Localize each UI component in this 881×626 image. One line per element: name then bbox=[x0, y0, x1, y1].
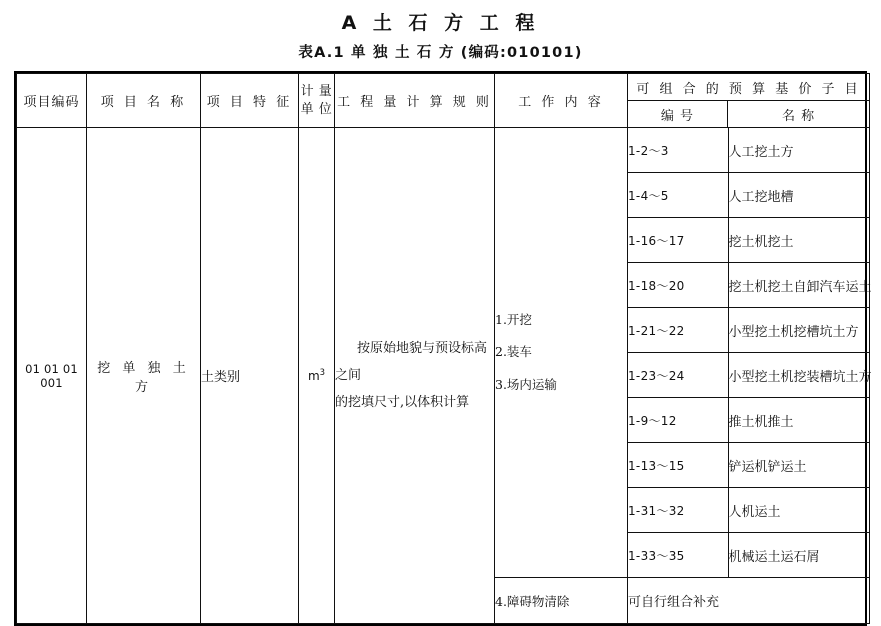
header-sub-name: 名 称 bbox=[728, 101, 870, 128]
sub-item-name: 挖土机挖土自卸汽车运土 bbox=[728, 263, 870, 308]
cell-unit-exponent: 3 bbox=[319, 368, 326, 378]
header-unit bbox=[299, 74, 335, 128]
sub-item-name: 铲运机铲运土 bbox=[728, 443, 870, 488]
sub-item-row bbox=[628, 353, 870, 398]
sub-items-table bbox=[628, 128, 870, 577]
table-caption: 表A.1 单 独 土 石 方 (编码:010101) bbox=[298, 45, 583, 61]
sub-item-no: 1-33～35 bbox=[628, 533, 728, 578]
header-unit-line1: 计 量 bbox=[300, 83, 333, 99]
sub-item-no: 1-13～15 bbox=[628, 443, 728, 488]
sub-item-row bbox=[628, 533, 870, 578]
calc-rule-line-1: 按原始地貌与预设标高之间 bbox=[335, 340, 488, 383]
work-content-item-1: 1.开挖 bbox=[495, 311, 532, 327]
sub-item-no: 1-23～24 bbox=[628, 353, 728, 398]
sub-item-name: 人工挖土方 bbox=[728, 128, 870, 173]
calc-rule-line-2: 的挖填尺寸,以体积计算 bbox=[335, 395, 470, 411]
header-combinable-group: 可 组 合 的 预 算 基 价 子 目 bbox=[628, 74, 870, 101]
cell-item-feature: 土类别 bbox=[201, 128, 299, 624]
cell-work-content bbox=[495, 128, 628, 578]
sub-item-row bbox=[628, 443, 870, 488]
sub-item-row bbox=[628, 173, 870, 218]
header-item-name: 项 目 名 称 bbox=[87, 74, 201, 128]
header-item-code: 项目编码 bbox=[17, 74, 87, 128]
sub-item-no: 1-4～5 bbox=[628, 173, 728, 218]
cell-work-content-last: 4.障碍物清除 bbox=[495, 578, 628, 624]
sub-item-no: 1-18～20 bbox=[628, 263, 728, 308]
header-row-1 bbox=[17, 74, 870, 101]
header-calc-rule: 工 程 量 计 算 规 则 bbox=[335, 74, 495, 128]
sub-item-no: 1-21～22 bbox=[628, 308, 728, 353]
sub-item-row bbox=[628, 308, 870, 353]
header-unit-line2: 单 位 bbox=[300, 101, 333, 117]
sub-item-no: 1-9～12 bbox=[628, 398, 728, 443]
spec-table bbox=[16, 73, 870, 624]
work-content-item-3: 3.场内运输 bbox=[495, 376, 557, 392]
cell-item-name: 挖 单 独 土 方 bbox=[87, 128, 201, 624]
sub-item-row bbox=[628, 488, 870, 533]
sub-item-no: 1-2～3 bbox=[628, 128, 728, 173]
sub-item-row bbox=[628, 128, 870, 173]
cell-calc-rule bbox=[335, 128, 495, 624]
sub-item-no: 1-16～17 bbox=[628, 218, 728, 263]
sub-item-name: 挖土机挖土 bbox=[728, 218, 870, 263]
cell-unit-base: m bbox=[307, 369, 320, 383]
table-frame bbox=[14, 71, 872, 626]
sub-item-row bbox=[628, 263, 870, 308]
sub-item-name: 人机运土 bbox=[728, 488, 870, 533]
sub-item-row bbox=[628, 398, 870, 443]
sub-item-name: 小型挖土机挖槽坑土方 bbox=[728, 308, 870, 353]
document-page bbox=[0, 8, 881, 611]
page-title: A 土 石 方 工 程 bbox=[341, 12, 540, 34]
sub-item-no: 1-31～32 bbox=[628, 488, 728, 533]
header-work-content: 工 作 内 容 bbox=[495, 74, 628, 128]
cell-sub-items-note: 可自行组合补充 bbox=[628, 578, 870, 624]
cell-item-code: 01 01 01 001 bbox=[17, 128, 87, 624]
sub-item-name: 推土机推土 bbox=[728, 398, 870, 443]
sub-item-name: 小型挖土机挖装槽坑土方 bbox=[728, 353, 870, 398]
cell-sub-items bbox=[628, 128, 870, 578]
cell-unit bbox=[299, 128, 335, 624]
sub-item-row bbox=[628, 218, 870, 263]
table-row bbox=[17, 128, 870, 578]
header-sub-no: 编 号 bbox=[628, 101, 728, 128]
work-content-item-2: 2.装车 bbox=[495, 344, 532, 360]
header-item-feature: 项 目 特 征 bbox=[201, 74, 299, 128]
sub-item-name: 机械运土运石屑 bbox=[728, 533, 870, 578]
sub-item-name: 人工挖地槽 bbox=[728, 173, 870, 218]
